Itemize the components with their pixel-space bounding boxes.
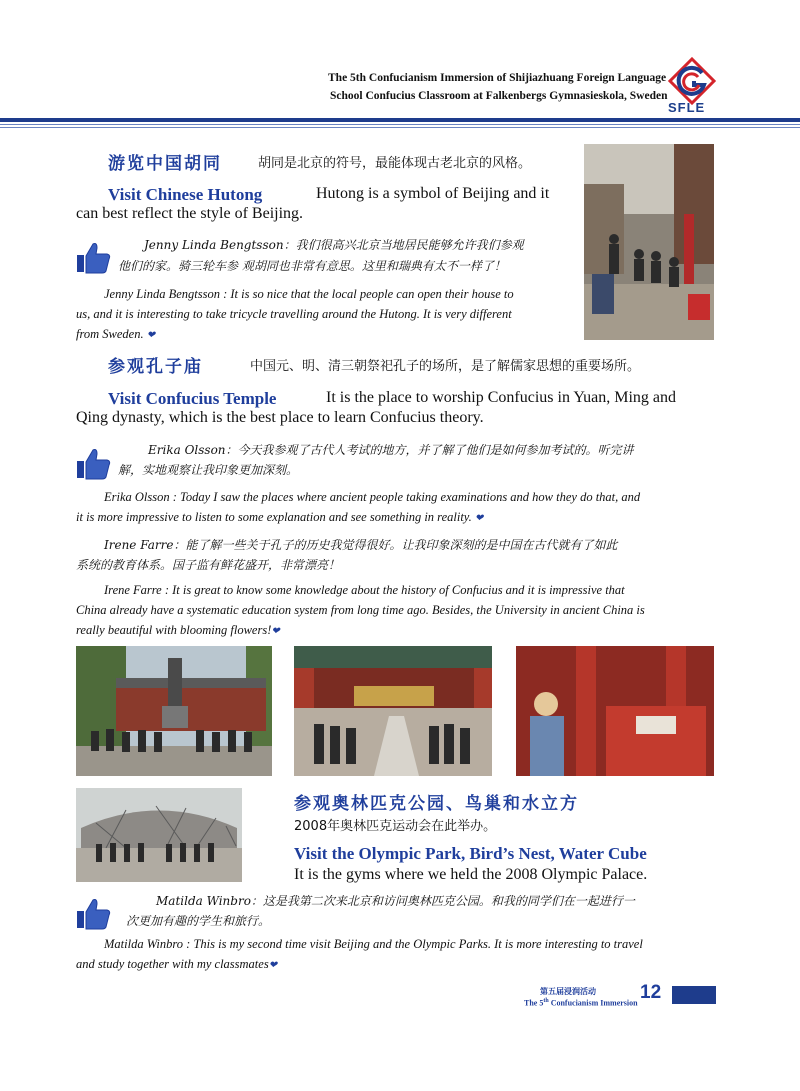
thumbs-up-icon <box>76 240 112 274</box>
hutong-en-text-1: Hutong is a symbol of Beijing and it <box>316 185 550 202</box>
hutong-cn-text: 胡同是北京的符号，最能体现古老北京的风格。 <box>258 156 532 171</box>
olympic-cn-text: 2008年奥林匹克运动会在此举办。 <box>294 819 497 834</box>
footer-en-label: The 5th Confucianism Immersion <box>524 998 638 1008</box>
hutong-cn-title: 游览中国胡同 <box>108 154 222 174</box>
matilda-quote-en-1: Matilda Winbro : This is my second time visit Beijing and the Olympic Parks. It is more interesting to travel <box>104 937 643 951</box>
hutong-quote-cn-1: Jenny Linda Bengtsson：我们很高兴北京当地居民能够允许我们参观 <box>144 238 524 252</box>
hutong-en-title: Visit Chinese Hutong <box>108 185 263 204</box>
header-line-2: School Confucius Classroom at Falkenbergs Gymnasieskola, Sweden <box>330 90 668 102</box>
irene-quote-en-2: China already have a systematic education system from long time ago. Besides, the University in ancient China is <box>76 603 645 617</box>
hutong-en-text-2: can best reflect the style of Beijing. <box>76 205 304 222</box>
olympic-en-title: Visit the Olympic Park, Bird’s Nest, Water Cube <box>294 844 647 863</box>
temple-en-title: Visit Confucius Temple <box>108 389 277 408</box>
hutong-quote-en-2: us, and it is interesting to take tricycle travelling around the Hutong. It is very different <box>76 307 512 321</box>
footer-cn-label: 第五届浸润活动 <box>540 987 596 996</box>
olympic-en-text: It is the gyms where we held the 2008 Olympic Palace. <box>294 866 648 883</box>
irene-quote-en-1: Irene Farre : It is great to know some knowledge about the history of Confucius and it is impressive that <box>104 583 625 597</box>
thumbs-up-icon <box>76 446 112 480</box>
heart-icon: ❤ <box>474 513 484 524</box>
hutong-quote-cn-2: 他们的家。骑三轮车参 观胡同也非常有意思。这里和瑞典有太不一样了！ <box>118 259 506 273</box>
olympic-cn-title: 参观奥林匹克公园、鸟巢和水立方 <box>294 794 579 814</box>
temple-group-photo <box>294 646 492 776</box>
matilda-quote-cn-2: 次更加有趣的学生和旅行。 <box>126 914 271 928</box>
erika-quote-en-1: Erika Olsson : Today I saw the places where ancient people taking examinations and how they do that, and <box>104 490 641 504</box>
examination-hall-photo <box>516 646 714 776</box>
matilda-quote-en-2: and study together with my classmates❤ <box>76 957 278 971</box>
erika-quote-en-2: it is more impressive to listen to some explanation and see something in reality. ❤ <box>76 510 484 524</box>
birds-nest-photo <box>76 788 242 882</box>
erika-quote-cn-2: 解，实地观察让我印象更加深刻。 <box>118 463 299 477</box>
temple-en-text-2: Qing dynasty, which is the best place to learn Confucius theory. <box>76 409 484 426</box>
temple-cn-text: 中国元、明、清三朝祭祀孔子的场所，是了解儒家思想的重要场所。 <box>250 359 641 374</box>
matilda-quote-cn-1: Matilda Winbro：这是我第二次来北京和访问奥林匹克公园。和我的同学们在一起进行一 <box>156 894 635 908</box>
irene-quote-cn-1: Irene Farre：能了解一些关于孔子的历史我觉得很好。让我印象深刻的是中国在古代就有了如此 <box>104 538 618 552</box>
temple-cn-title: 参观孔子庙 <box>108 357 203 377</box>
logo-text: SFLE <box>668 100 706 115</box>
hutong-quote-en-3: from Sweden. ❤ <box>76 327 156 341</box>
page-number: 12 <box>640 982 662 1003</box>
confucius-statue-photo <box>76 646 272 776</box>
temple-en-text-1: It is the place to worship Confucius in Yuan, Ming and <box>326 389 677 406</box>
heart-icon: ❤ <box>146 330 156 341</box>
header-rule-thin-2 <box>0 127 800 128</box>
heart-icon: ❤ <box>268 960 278 971</box>
header-rule-thin <box>0 124 800 125</box>
heart-icon: ❤ <box>271 626 280 637</box>
footer-accent-bar <box>672 986 716 1004</box>
hutong-photo <box>584 144 714 340</box>
header-line-1: The 5th Confucianism Immersion of Shijiazhuang Foreign Language <box>328 72 667 84</box>
hutong-quote-en-1: Jenny Linda Bengtsson : It is so nice that the local people can open their house to <box>104 287 514 301</box>
erika-quote-cn-1: Erika Olsson：今天我参观了古代人考试的地方，并了解了他们是如何参加考试的。听完讲 <box>148 443 634 457</box>
header-rule <box>0 118 800 122</box>
irene-quote-en-3: really beautiful with blooming flowers!❤ <box>76 623 280 637</box>
thumbs-up-icon <box>76 896 112 930</box>
irene-quote-cn-2: 系统的教育体系。国子监有鲜花盛开，非常漂亮！ <box>76 558 341 572</box>
